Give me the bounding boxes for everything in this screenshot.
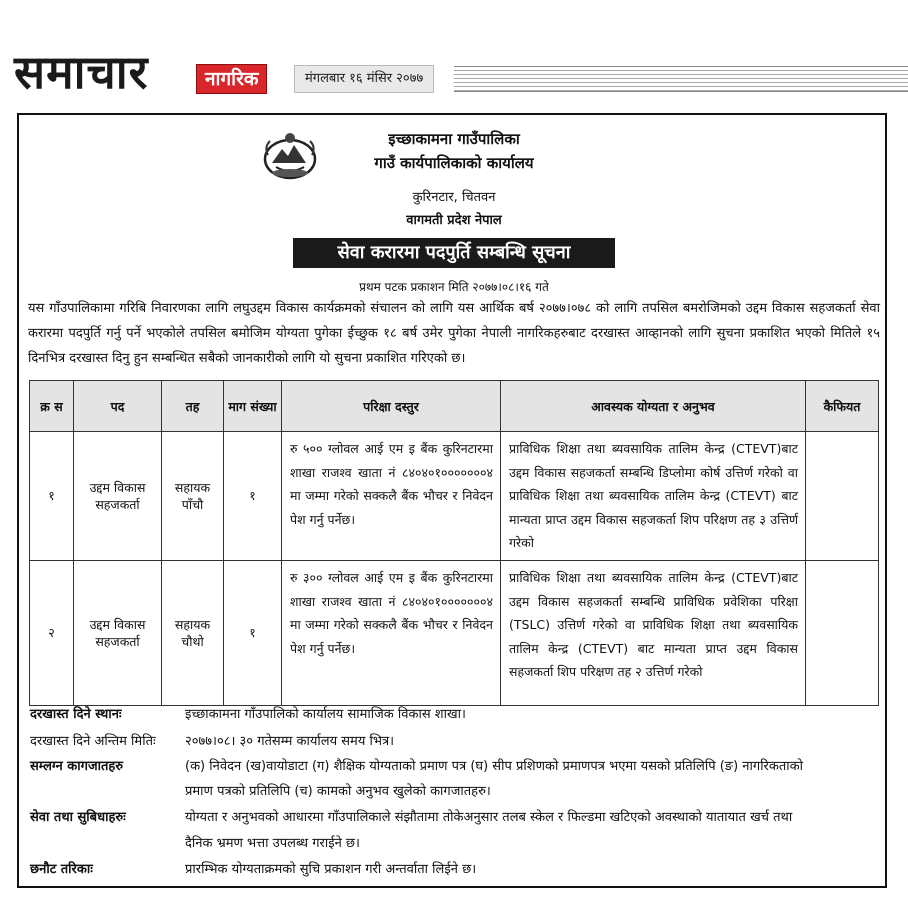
documents-label: सम्लग्न कागजातहरु [30,759,124,774]
cell-post: उद्दम विकास सहजकर्ता [74,560,162,705]
masthead-brand: नागरिक [196,64,267,94]
header-post: पद [74,381,162,432]
office-address: कुरिनटार, चितवन [412,190,496,205]
cell-fee: रु ५०० ग्लोवल आई एम इ बैंक कुरिनटारमा शाखा राजश्व खाता नं ८४०४०१०००००००४ मा जम्मा गरेको सक्कलै बैंक भौचर र निवेदन पेश गर्नु पर्नेछ। [282,432,501,561]
cell-fee: रु ३०० ग्लोवल आई एम इ बैंक कुरिनटारमा शाखा राजश्व खाता नं ८४०४०१०००००००४ मा जम्मा गरेको सक्कलै बैंक भौचर र निवेदन पेश गर्नु पर्नेछ। [282,560,501,705]
publish-date: प्रथम पटक प्रकाशन मिति २०७७।०८।१६ गते [359,280,549,294]
table-row [30,560,879,705]
cell-sn: २ [30,560,74,705]
documents-line2: प्रमाण पत्रको प्रतिलिपि (च) कामको अनुभव खुलेको कागजातहरु। [185,784,491,799]
selection-label: छनौट तरिकाः [30,862,93,877]
masthead-stripes [454,66,908,92]
cell-post: उद्दम विकास सहजकर्ता [74,432,162,561]
cell-level: सहायक चौथो [162,560,224,705]
header-count: माग संख्या [224,381,282,432]
application-place-value: इच्छाकामना गाँउपालिको कार्यालय सामाजिक विकास शाखा। [185,707,466,722]
header-qualification: आवस्यक योग्यता र अनुभव [501,381,806,432]
cell-remarks [806,432,879,561]
header-level: तह [162,381,224,432]
masthead-title: समाचार [14,45,149,99]
org-name: इच्छाकामना गाउँपालिका [388,130,520,148]
services-line2: दैनिक भ्रमण भत्ता उपलब्ध गराईने छ। [185,836,360,851]
documents-line1: (क) निवेदन (ख)वायोडाटा (ग) शैक्षिक योग्यताको प्रमाण पत्र (घ) सीप प्रशिणको प्रमाणपत्र भएमा यसको प्रतिलिपि (ङ) नागरिकताको [185,759,803,774]
cell-count: १ [224,560,282,705]
masthead-date: मंगलबार १६ मंसिर २०७७ [294,65,434,93]
cell-remarks [806,560,879,705]
header-fee: परिक्षा दस्तुर [282,381,501,432]
masthead [14,44,908,104]
application-place-label: दरखास्त दिने स्थानः [30,707,122,722]
header-remarks: कैफियत [806,381,879,432]
table-row [30,432,879,561]
cell-sn: १ [30,432,74,561]
cell-qualification: प्राविधिक शिक्षा तथा ब्यवसायिक तालिम केन्द्र (CTEVT)बाट उद्दम विकास सहजकर्ता सम्बन्धि प्राविधिक प्रवेशिका परिक्षा (TSLC) उत्तिर्ण गरेको वा प्राविधिक शिक्षा तथा ब्यवसायिक तालिम केन्द्र (CTEVT) बाट मान्यता प्राप्त उद्दम विकास सहजकर्ता शिप परिक्षण तह २ उत्तिर्ण गरेको [501,560,806,705]
office-name: गाउँ कार्यपालिकाको कार्यालय [374,154,534,172]
cell-level: सहायक पाँचौ [162,432,224,561]
table-header-row [30,381,879,432]
notice-headline: सेवा करारमा पदपुर्ति सम्बन्धि सूचना [293,238,615,268]
header-sn: क्र स [30,381,74,432]
services-line1: योग्यता र अनुभवको आधारमा गाँउपालिकाले संझौतामा तोकेअनुसार तलब स्केल र फिल्डमा खटिएको अवस्थाको यातायात खर्च तथा [185,810,793,825]
services-label: सेवा तथा सुबिधाहरुः [30,810,126,825]
province-name: वागमती प्रदेश नेपाल [406,213,502,228]
deadline-value: २०७७।०८। ३० गतेसम्म कार्यालय समय भित्र। [185,734,395,749]
cell-qualification: प्राविधिक शिक्षा तथा ब्यवसायिक तालिम केन्द्र (CTEVT)बाट उद्दम विकास सहजकर्ता सम्बन्धि डिप्लोमा कोर्ष उत्तिर्ण गरेको वा प्राविधिक शिक्षा तथा ब्यवसायिक तालिम केन्द्र (CTEVT) बाट मान्यता प्राप्त उद्दम विकास सहजकर्ता शिप परिक्षण तह ३ उत्तिर्ण गरेको [501,432,806,561]
cell-count: १ [224,432,282,561]
vacancy-table [29,380,879,706]
notice-intro: यस गाँउपालिकामा गरिबि निवारणका लागि लघुउद्दम विकास कार्यक्रमको संचालन को लागि यस आर्थिक बर्ष २०७७।०७८ को लागि तपसिल बमरोजिमको उद्दम विकास सहजकर्ता सेवा करारमा पदपुर्ति गर्नु पर्ने भएकोले तपसिल बमोजिम योग्यता पुगेका ईच्छुक १८ बर्ष उमेर पुगेका नेपाली नागरिकहरुबाट दरखास्त आव्हानको लागि सुचना प्रकाशित भएको मितिले १५ दिनभित्र दरखास्त दिनु हुन सम्बन्धित सबैको जानकारीको लागि यो सुचना प्रकाशित गरिएको छ। [28,301,880,366]
selection-value: प्रारम्भिक योग्यताक्रमको सुचि प्रकाशन गरी अन्तर्वाता लिईने छ। [185,862,477,877]
deadline-label: दरखास्त दिने अन्तिम मितिः [30,734,156,749]
